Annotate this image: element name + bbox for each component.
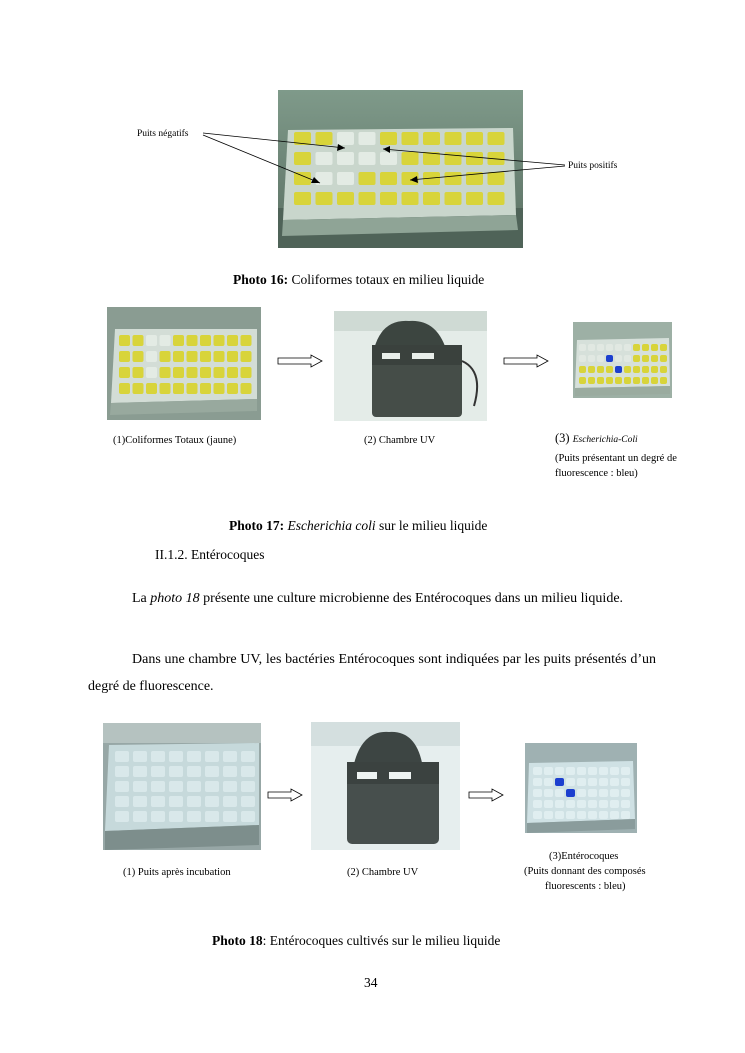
- photo-18-caption: [212, 933, 500, 949]
- photo-17-caption-italic: Escherichia coli: [284, 518, 376, 533]
- photo-18-uv-chamber: [311, 722, 460, 850]
- paragraph-1: [88, 585, 656, 612]
- photo-16-caption-text: Coliformes totaux en milieu liquide: [288, 272, 485, 287]
- arrow-right-icon: [277, 354, 323, 368]
- photo-17-caption-text: sur le milieu liquide: [375, 518, 488, 533]
- photo-17-item-1: (1)Coliformes Totaux (jaune): [113, 435, 237, 446]
- photo-18-caption-text: : Entérocoques cultivés sur le milieu liquide: [262, 933, 501, 948]
- photo-17-item-3-line-2: (Puits présentant un degré de: [555, 453, 677, 464]
- photo-18-item-3-line-3: fluorescents : bleu): [545, 881, 626, 892]
- photo-17-item-3-title: Escherichia-Coli: [572, 435, 638, 445]
- photo-17-item-2: (2) Chambre UV: [364, 435, 436, 446]
- photo-16-pointer-lines: [0, 0, 745, 260]
- photo-17-item-3-number: (3): [555, 431, 573, 445]
- photo-17-ecoli-tray: [573, 322, 672, 398]
- photo-17-item-3-line-3: fluorescence : bleu): [555, 468, 638, 479]
- paragraph-2: Dans une chambre UV, les bactéries Entérocoques sont indiquées par les puits présentés d’un degré de fluorescence.: [88, 652, 656, 694]
- arrow-right-icon: [468, 788, 504, 802]
- photo-17-caption: [229, 518, 487, 534]
- photo-18-item-3-line-2: (Puits donnant des composés: [524, 866, 646, 877]
- arrow-right-icon: [503, 354, 549, 368]
- paragraph-1-start: La: [132, 591, 151, 606]
- label-positive-wells: Puits positifs: [568, 161, 618, 171]
- photo-18-incubated-tray: [103, 723, 261, 850]
- label-negative-wells: Puits négatifs: [137, 129, 189, 139]
- page-number: 34: [364, 975, 378, 990]
- photo-17-item-3: [555, 432, 638, 447]
- paragraph-1-italic: photo 18: [150, 591, 200, 606]
- photo-16-caption-bold: Photo 16:: [233, 272, 289, 287]
- photo-18-caption-bold: Photo 18: [212, 933, 263, 948]
- photo-17-uv-chamber: [334, 311, 487, 421]
- paragraph-1-rest: présente une culture microbienne des Entérocoques dans un milieu liquide.: [199, 591, 624, 606]
- photo-18-item-2: (2) Chambre UV: [347, 867, 419, 878]
- photo-17-caption-bold: Photo 17:: [229, 518, 285, 533]
- section-heading: II.1.2. Entérocoques: [155, 547, 265, 562]
- photo-18-item-1: (1) Puits après incubation: [123, 867, 231, 878]
- photo-18-item-3-line-1: (3)Entérocoques: [549, 851, 619, 862]
- photo-16-caption: [233, 272, 484, 288]
- photo-17-coliform-tray: [107, 307, 261, 420]
- photo-18-enterococci-tray: [525, 743, 637, 833]
- arrow-right-icon: [267, 788, 303, 802]
